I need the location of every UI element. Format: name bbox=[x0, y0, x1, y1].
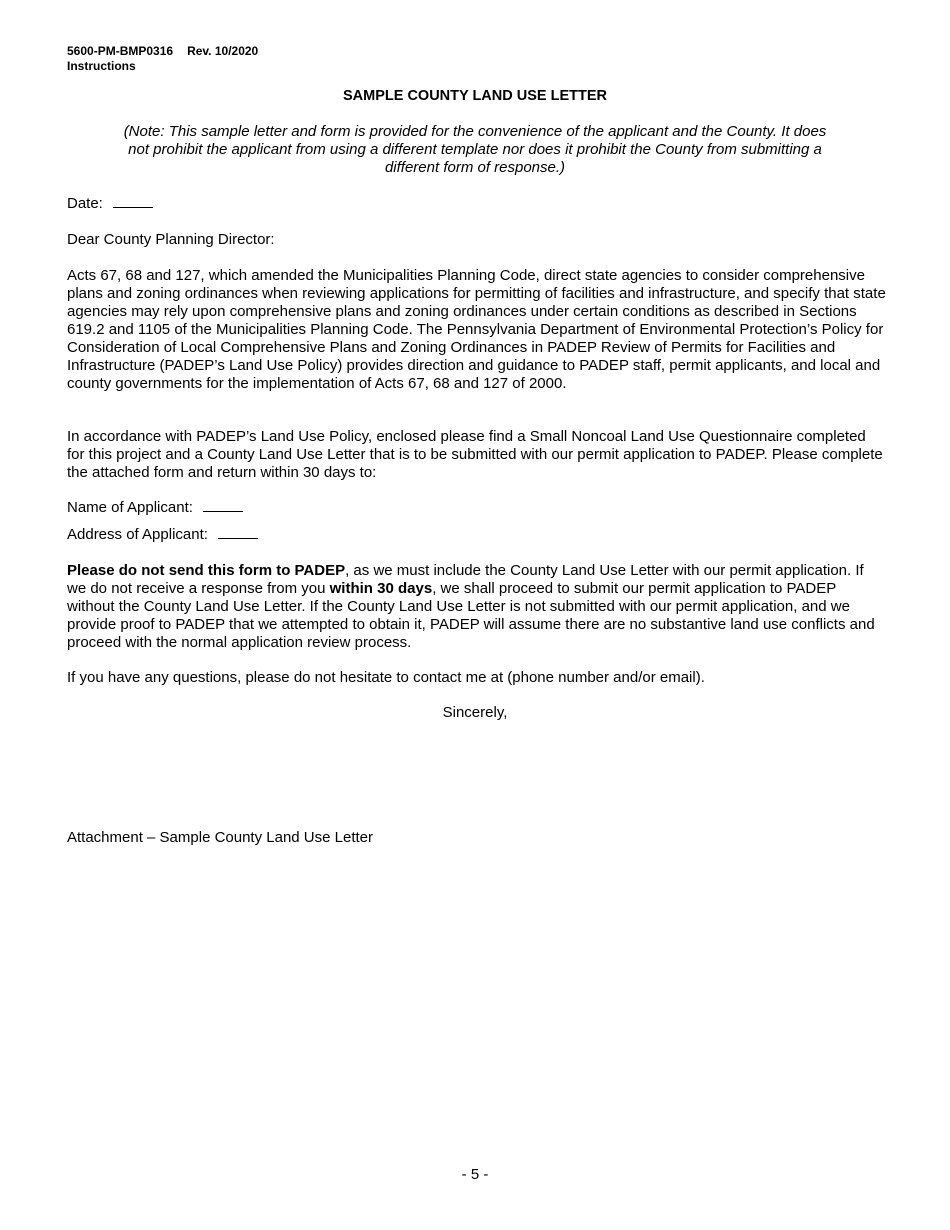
applicant-name-label: Name of Applicant: bbox=[67, 499, 193, 516]
do-not-send-text-2: , we shall proceed to submit our permit application to PADEP without the County Land Use Letter. If the County Land Use Letter is not submitted with our permit application, and we provide proof to PADEP that we attempted to obtain it, PADEP will assume there are no substantive land use conflicts and proceed with the normal application review process. bbox=[67, 580, 875, 651]
form-revision: Rev. 10/2020 bbox=[187, 44, 259, 58]
form-number: 5600-PM-BMP0316 bbox=[67, 44, 174, 58]
applicant-address-label: Address of Applicant: bbox=[67, 526, 208, 543]
date-blank[interactable] bbox=[113, 196, 153, 208]
letter-title: SAMPLE COUNTY LAND USE LETTER bbox=[343, 88, 607, 104]
paragraph-policy: In accordance with PADEP’s Land Use Policy, enclosed please find a Small Noncoal Land Use Questionnaire completed for this project and a County Land Use Letter that is to be submitted with our permit application to PADEP. Please complete the attached form and return within 30 days to: bbox=[67, 428, 883, 481]
page-number: - 5 - bbox=[461, 1166, 489, 1183]
do-not-send-text-1: , as we must include the County Land Use Letter with our permit application. If we do not receive a response from you bbox=[67, 562, 864, 597]
paragraph-contact: If you have any questions, please do not hesitate to contact me at (phone number and/or email). bbox=[67, 669, 705, 686]
applicant-name-blank[interactable] bbox=[203, 500, 243, 512]
paragraph-do-not-send bbox=[67, 562, 887, 652]
do-not-send-emphasis: Please do not send this form to PADEP bbox=[67, 562, 346, 579]
paragraph-acts: Acts 67, 68 and 127, which amended the Municipalities Planning Code, direct state agencies to consider comprehensive plans and zoning ordinances when reviewing applications for permitting of facilities and infrastructure, and specify that state agencies may rely upon comprehensive plans and zoning ordinances under certain conditions as described in Sections 619.2 and 1105 of the Municipalities Planning Code. The Pennsylvania Department of Environmental Protection’s Policy for Consideration of Local Comprehensive Plans and Zoning Ordinances in PADEP Review of Permits for Facilities and Infrastructure (PADEP’s Land Use Policy) provides direction and guidance to PADEP staff, permit applicants, and local and county governments for the implementation of Acts 67, 68 and 127 of 2000. bbox=[67, 267, 886, 392]
date-label: Date: bbox=[67, 195, 103, 212]
date-line bbox=[67, 195, 887, 213]
sample-note: (Note: This sample letter and form is provided for the convenience of the applicant and the County. It does not prohibit the applicant from using a different template nor does it prohibit the County from submitting a different form of response.) bbox=[123, 123, 827, 176]
applicant-address-blank[interactable] bbox=[218, 527, 258, 539]
form-section: Instructions bbox=[67, 59, 136, 73]
salutation: Dear County Planning Director: bbox=[67, 231, 275, 248]
thirty-days-emphasis: within 30 days bbox=[329, 580, 433, 597]
closing: Sincerely, bbox=[442, 704, 508, 721]
applicant-address-line bbox=[67, 526, 887, 544]
applicant-name-line bbox=[67, 499, 887, 517]
attachment-line: Attachment – Sample County Land Use Letter bbox=[67, 829, 374, 846]
form-header bbox=[67, 44, 258, 74]
